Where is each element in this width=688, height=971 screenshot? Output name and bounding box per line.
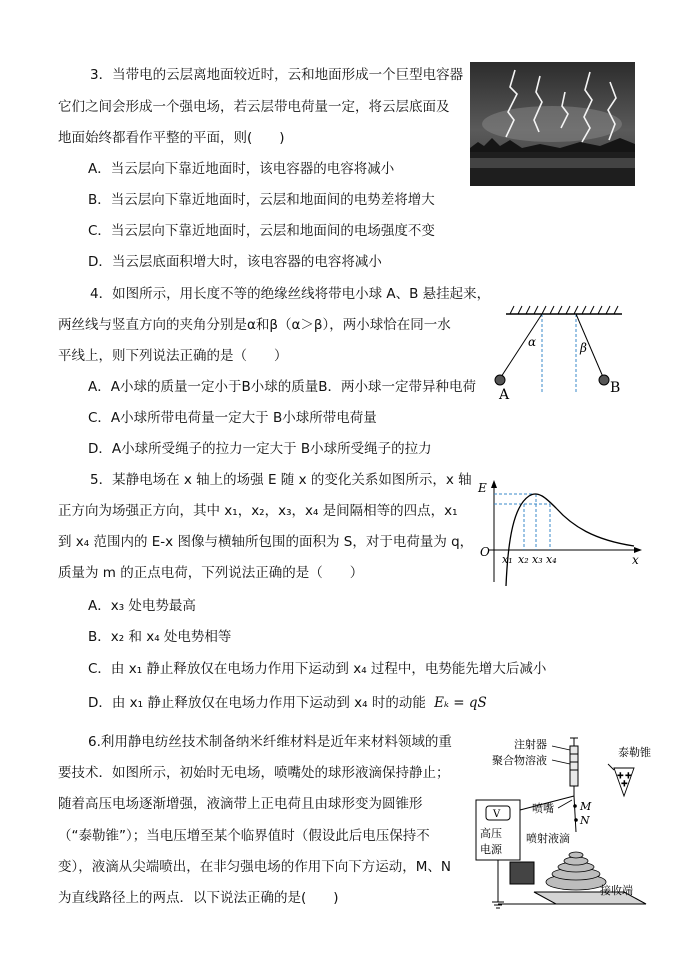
nozzle-label: 喷嘴 [532, 802, 554, 815]
q3-option-c: C．当云层向下靠近地面时，云层和地面间的电场强度不变 [88, 223, 435, 239]
tick-x2: x₂ [518, 553, 529, 566]
q4-option-c: C．A小球所带电荷量一定大于 B小球所带电荷量 [88, 410, 377, 426]
q5-option-a: A．x₃ 处电势最高 [88, 598, 196, 614]
q6-line-4: （“泰勒锥”）；当电压增至某个临界值时（假设此后电压保持不 [58, 828, 430, 844]
q5-option-c: C．由 x₁ 静止释放仅在电场力作用下运动到 x₄ 过程中，电势能先增大后减小 [88, 661, 547, 677]
point-n-label: N [580, 814, 590, 827]
alpha-label: α [528, 335, 537, 349]
beta-label: β [580, 341, 587, 355]
voltmeter-label: V [493, 809, 501, 820]
q6-line-1: 6.利用静电纺丝技术制备纳米纤维材料是近年来材料领域的重 [88, 734, 452, 750]
origin-label: O [480, 545, 490, 559]
svg-text:+: + [621, 779, 628, 788]
q3-option-a: A．当云层向下靠近地面时，该电容器的电容将减小 [88, 161, 395, 177]
syringe-label: 注射器 [514, 738, 547, 751]
tick-x4: x₄ [546, 553, 557, 566]
svg-text:+: + [625, 771, 632, 780]
q3-line-1: 3．当带电的云层离地面较近时，云和地面形成一个巨型电容器 [90, 67, 464, 83]
q6-line-5: 变），液滴从尖端喷出，在非匀强电场的作用下向下方运动，M、N [58, 859, 451, 875]
q4-option-ab: A．A小球的质量一定小于B小球的质量B．两小球一定带异种电荷 [88, 379, 476, 395]
ball-b-label: B [610, 380, 621, 396]
q4-line-1: 4．如图所示，用长度不等的绝缘丝线将带电小球 A、B 悬挂起来， [90, 286, 491, 302]
axis-e-label: E [478, 481, 487, 495]
taylor-cone-inset [608, 764, 634, 796]
q5-option-d [88, 694, 487, 712]
hv-label-1: 高压 [480, 827, 502, 840]
pendulum-figure [492, 300, 632, 404]
q4-line-2: 两丝线与竖直方向的夹角分别是α和β（α＞β），两小球恰在同一水 [58, 317, 451, 333]
q3-line-2: 它们之间会形成一个强电场，若云层带电荷量一定，将云层底面及 [58, 99, 450, 115]
ball-b [599, 375, 609, 385]
axis-x-label: x [632, 553, 639, 567]
q6-line-6: 为直线路径上的两点．以下说法正确的是( ) [58, 890, 339, 906]
taylor-cone-label: 泰勒锥 [618, 746, 651, 759]
e-x-graph [474, 478, 644, 588]
q4-line-3: 平线上，则下列说法正确的是（ ） [58, 348, 288, 364]
q5-option-b: B．x₂ 和 x₄ 处电势相等 [88, 629, 232, 645]
tick-x1: x₁ [502, 553, 513, 566]
q5-line-4: 质量为 m 的正点电荷，下列说法正确的是（ ） [58, 565, 364, 581]
q6-line-2: 要技术．如图所示，初始时无电场，喷嘴处的球形液滴保持静止； [58, 765, 450, 781]
kinetic-energy-formula: Eₖ = qS [434, 695, 487, 711]
electrospinning-figure [474, 734, 664, 914]
ball-a-label: A [499, 387, 510, 403]
ball-a [495, 375, 505, 385]
q3-option-b: B．当云层向下靠近地面时，云层和地面间的电势差将增大 [88, 192, 435, 208]
syringe [570, 738, 578, 796]
q5-line-2: 正方向为场强正方向，其中 x₁，x₂，x₃，x₄ 是间隔相等的四点，x₁ [58, 503, 458, 519]
svg-text:+: + [617, 771, 624, 780]
q3-line-3: 地面始终都看作平整的平面，则( ) [58, 130, 285, 146]
point-m-label: M [580, 800, 592, 813]
jet-label: 喷射液滴 [526, 832, 570, 845]
support-block [510, 862, 534, 884]
tick-x3: x₃ [532, 553, 543, 566]
fiber-coil [546, 852, 606, 890]
q5-option-d-text: D．由 x₁ 静止释放仅在电场力作用下运动到 x₄ 时的动能 [88, 695, 426, 711]
q5-line-1: 5．某静电场在 x 轴上的场强 E 随 x 的变化关系如图所示，x 轴 [90, 472, 472, 488]
q4-option-d: D．A小球所受绳子的拉力一定大于 B小球所受绳子的拉力 [88, 441, 432, 457]
q6-line-3: 随着高压电场逐渐增强，液滴带上正电荷且由球形变为圆锥形 [58, 796, 423, 812]
q3-option-d: D．当云层底面积增大时，该电容器的电容将减小 [88, 254, 382, 270]
q5-line-3: 到 x₄ 范围内的 E-x 图像与横轴所包围的面积为 S，对于电荷量为 q， [58, 534, 474, 550]
e-x-curve [506, 494, 634, 586]
lightning-photo [470, 62, 635, 186]
receiver-label: 接收端 [600, 884, 633, 897]
hv-label-2: 电源 [480, 843, 502, 856]
polymer-solution-label: 聚合物溶液 [492, 754, 547, 767]
